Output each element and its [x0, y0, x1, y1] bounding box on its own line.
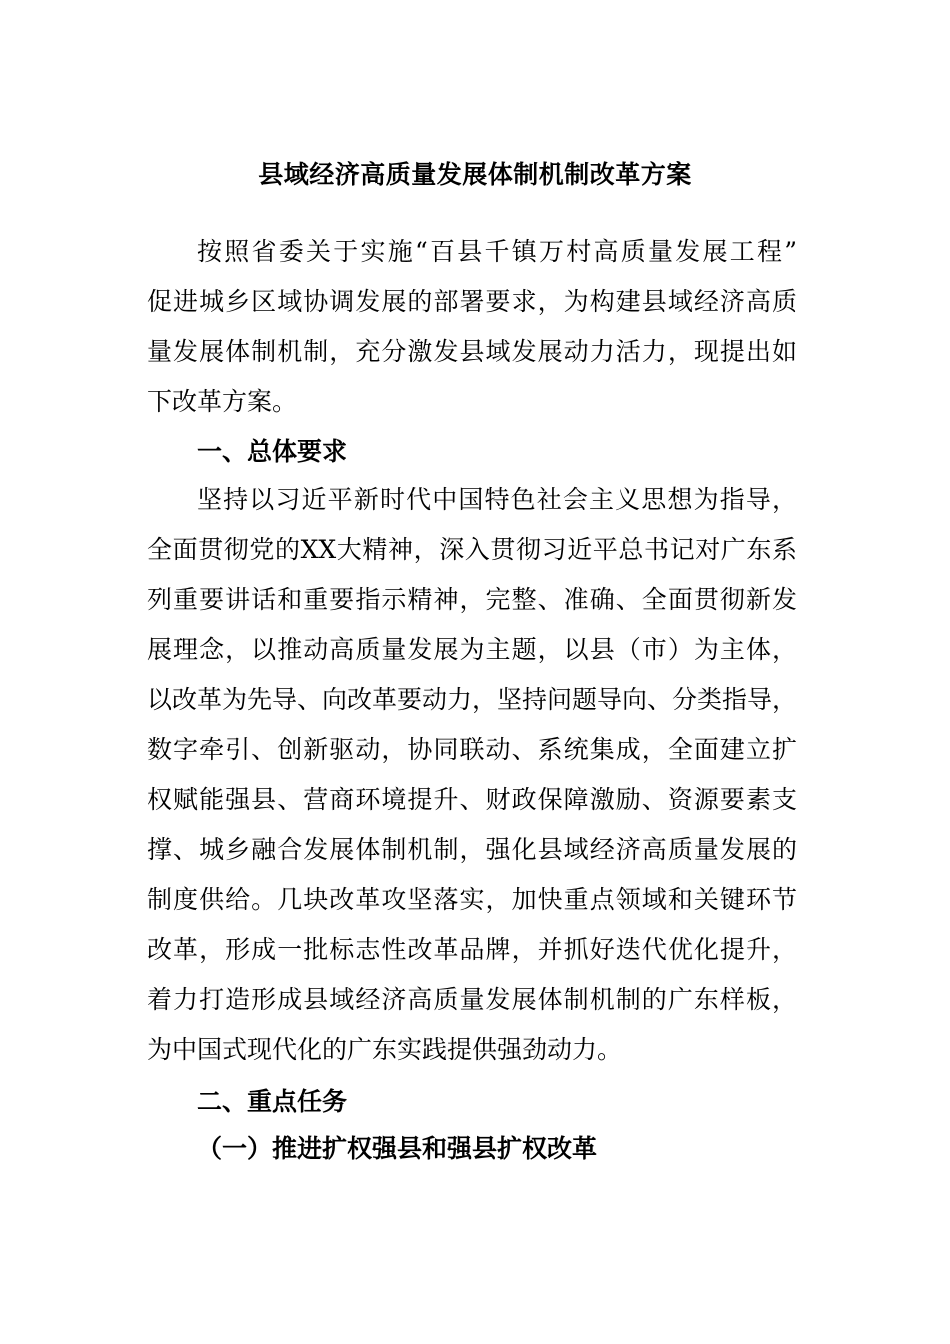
intro-line-1: 按照省委关于实施“百县千镇万村高质量发展工程” — [197, 237, 797, 266]
section1-line-8: 撑、城乡融合发展体制机制，强化县域经济高质量发展的 — [147, 835, 797, 864]
intro-line-4: 下改革方案。 — [147, 387, 298, 416]
subsection-heading-1: （一）推进扩权强县和强县扩权改革 — [197, 1134, 598, 1163]
section1-line-5: 以改革为先导、向改革要动力，坚持问题导向、分类指导， — [147, 685, 798, 714]
section1-line-7: 权赋能强县、营商环境提升、财政保障激励、资源要素支 — [147, 785, 797, 814]
section-heading-overall-requirements: 一、总体要求 — [197, 437, 348, 466]
section1-line-1: 坚持以习近平新时代中国特色社会主义思想为指导， — [197, 485, 797, 514]
section1-line-6: 数字牵引、创新驱动，协同联动、系统集成，全面建立扩 — [147, 735, 797, 764]
section1-line-2: 全面贯彻党的XX大精神，深入贯彻习近平总书记对广东系 — [147, 535, 797, 564]
section1-line-11: 着力打造形成县域经济高质量发展体制机制的广东样板， — [147, 985, 797, 1014]
section-heading-key-tasks: 二、重点任务 — [197, 1087, 348, 1116]
section1-line-10: 改革，形成一批标志性改革品牌，并抓好迭代优化提升， — [147, 935, 797, 964]
intro-line-2: 促进城乡区域协调发展的部署要求，为构建县域经济高质 — [147, 287, 797, 316]
section1-line-12: 为中国式现代化的广东实践提供强劲动力。 — [147, 1035, 623, 1064]
section1-line-3: 列重要讲话和重要指示精神，完整、准确、全面贯彻新发 — [147, 585, 797, 614]
section1-line-9: 制度供给。几块改革攻坚落实，加快重点领域和关键环节 — [147, 885, 797, 914]
section1-line-4: 展理念，以推动高质量发展为主题，以县（市）为主体， — [147, 635, 797, 664]
intro-line-3: 量发展体制机制，充分激发县域发展动力活力，现提出如 — [147, 337, 797, 366]
document-title: 县域经济高质量发展体制机制改革方案 — [258, 160, 692, 189]
